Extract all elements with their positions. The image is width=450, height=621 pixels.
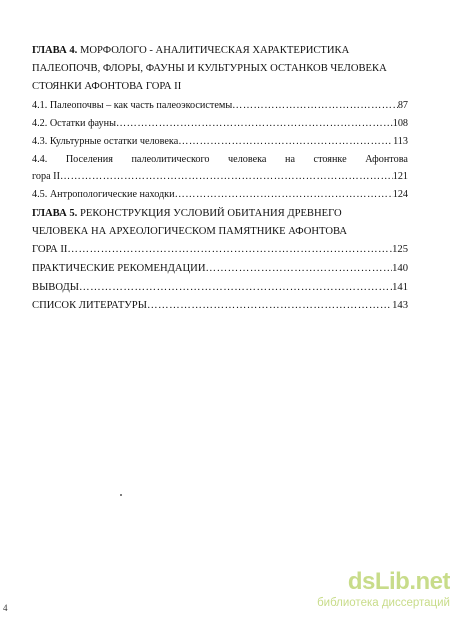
toc-entry-page: 143 — [392, 300, 408, 311]
chapter5-title-part1: РЕКОНСТРУКЦИЯ УСЛОВИЙ ОБИТАНИЯ ДРЕВНЕГО — [79, 208, 342, 219]
toc-entry-4-4-line1[interactable] — [32, 153, 408, 166]
chapter4-number: ГЛАВА 4. — [32, 45, 78, 56]
chapter4-heading-line3: СТОЯНКИ АФОНТОВА ГОРА II — [32, 81, 182, 92]
toc-word: стоянке — [313, 154, 347, 165]
leader-dots — [178, 135, 393, 148]
leader-dots — [205, 262, 392, 275]
toc-entry-4-5[interactable] — [32, 188, 408, 201]
leader-dots — [79, 281, 392, 294]
watermark — [300, 570, 450, 610]
leader-dots — [60, 170, 393, 183]
toc-entry-references[interactable] — [32, 299, 408, 312]
toc-entry-page: 140 — [392, 263, 408, 274]
chapter5-heading-line1 — [32, 207, 408, 220]
toc-word: на — [285, 154, 295, 165]
toc-entry-label: 4.2. Остатки фауны — [32, 118, 116, 129]
toc-entry-page: 87 — [397, 100, 408, 111]
chapter4-heading-line1 — [32, 44, 408, 57]
chapter4-title-part1: МОРФОЛОГО - АНАЛИТИЧЕСКАЯ ХАРАКТЕРИСТИКА — [79, 45, 350, 56]
chapter5-heading-line2: ЧЕЛОВЕКА НА АРХЕОЛОГИЧЕСКОМ ПАМЯТНИКЕ АФОНТОВА — [32, 226, 348, 237]
toc-entry-page: 125 — [392, 244, 408, 255]
watermark-logo: dsLib.net — [347, 568, 450, 595]
leader-dots — [232, 99, 398, 112]
toc-entry-label: ПРАКТИЧЕСКИЕ РЕКОМЕНДАЦИИ — [32, 263, 206, 274]
toc-entry-label: СПИСОК ЛИТЕРАТУРЫ — [32, 300, 147, 311]
leader-dots — [67, 243, 392, 256]
toc-entry-4-4-line2[interactable] — [32, 170, 408, 183]
toc-entry-page: 113 — [393, 136, 408, 147]
toc-entry-page: 124 — [392, 189, 408, 200]
chapter5-number: ГЛАВА 5. — [32, 208, 78, 219]
leader-dots — [147, 299, 392, 312]
toc-word: палеолитического — [131, 154, 210, 165]
toc-entry-label: гора II — [32, 171, 60, 182]
leader-dots — [116, 117, 393, 130]
toc-entry-page: 141 — [392, 282, 408, 293]
toc-entry-label: ГОРА II — [32, 244, 68, 255]
toc-entry-conclusions[interactable] — [32, 281, 408, 294]
toc-word: человека — [228, 154, 267, 165]
chapter5-heading-line3[interactable] — [32, 243, 408, 256]
toc-entry-page: 121 — [392, 171, 408, 182]
toc-entry-4-2[interactable] — [32, 117, 408, 130]
scan-speck — [120, 494, 122, 496]
toc-entry-page: 108 — [392, 118, 408, 129]
toc-word: Поселения — [65, 154, 113, 165]
leader-dots — [175, 188, 393, 201]
toc-entry-recommendations[interactable] — [32, 262, 408, 275]
toc-entry-label: 4.3. Культурные остатки человека — [32, 136, 179, 147]
toc-word: 4.4. — [32, 154, 48, 165]
toc-entry-4-1[interactable] — [32, 99, 408, 112]
toc-entry-label: ВЫВОДЫ — [32, 282, 79, 293]
toc-entry-4-3[interactable] — [32, 135, 408, 148]
margin-mark: 4 — [3, 603, 8, 613]
toc-entry-label: 4.1. Палеопочвы – как часть палеоэкосистемы — [32, 100, 233, 111]
toc-word: Афонтова — [365, 154, 408, 165]
chapter4-heading-line2: ПАЛЕОПОЧВ, ФЛОРЫ, ФАУНЫ И КУЛЬТУРНЫХ ОСТАНКОВ ЧЕЛОВЕКА — [32, 63, 387, 74]
watermark-subtitle: библиотека диссертаций — [317, 597, 450, 609]
toc-entry-label: 4.5. Антропологические находки — [32, 189, 175, 200]
